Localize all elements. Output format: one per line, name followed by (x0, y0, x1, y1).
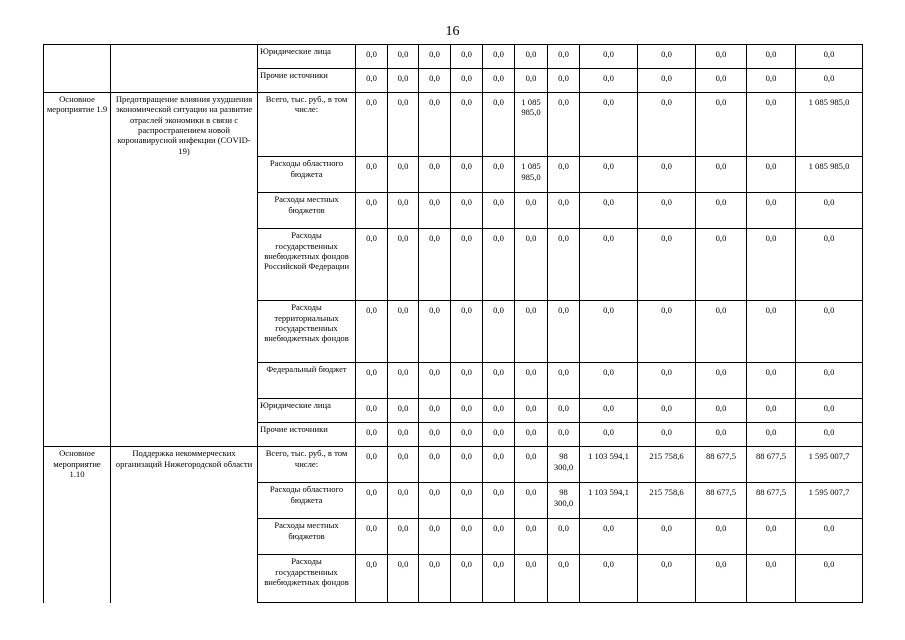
value-cell: 0,0 (580, 555, 638, 603)
value-cell: 215 758,6 (638, 447, 696, 483)
value-cell: 0,0 (451, 301, 483, 363)
value-cell: 0,0 (548, 555, 580, 603)
value-cell: 0,0 (796, 45, 863, 69)
value-cell: 0,0 (548, 45, 580, 69)
value-cell: 0,0 (483, 157, 515, 193)
value-cell: 0,0 (451, 519, 483, 555)
value-cell: 0,0 (483, 399, 515, 423)
value-cell: 0,0 (580, 363, 638, 399)
value-cell: 0,0 (483, 193, 515, 229)
funding-source-cell: Расходы местных бюджетов (258, 519, 356, 555)
value-cell: 0,0 (483, 301, 515, 363)
value-cell: 0,0 (638, 399, 696, 423)
value-cell: 1 103 594,1 (580, 483, 638, 519)
event-name-cell (111, 423, 258, 447)
value-cell: 0,0 (419, 399, 451, 423)
event-name-cell (111, 157, 258, 193)
value-cell: 0,0 (356, 423, 388, 447)
value-cell: 0,0 (515, 399, 548, 423)
value-cell: 0,0 (638, 193, 696, 229)
value-cell: 0,0 (388, 69, 419, 93)
value-cell: 0,0 (419, 363, 451, 399)
table-row (44, 45, 863, 69)
event-cell (44, 555, 111, 603)
value-cell: 0,0 (638, 423, 696, 447)
value-cell: 98 300,0 (548, 483, 580, 519)
value-cell: 0,0 (796, 363, 863, 399)
value-cell: 1 085 985,0 (515, 93, 548, 157)
value-cell: 0,0 (419, 519, 451, 555)
value-cell: 0,0 (451, 555, 483, 603)
value-cell: 0,0 (451, 363, 483, 399)
value-cell: 0,0 (356, 555, 388, 603)
table-row (44, 399, 863, 423)
value-cell: 0,0 (388, 93, 419, 157)
value-cell: 0,0 (548, 157, 580, 193)
value-cell: 0,0 (451, 93, 483, 157)
value-cell: 0,0 (580, 193, 638, 229)
value-cell: 0,0 (419, 483, 451, 519)
value-cell: 0,0 (451, 229, 483, 301)
value-cell: 88 677,5 (747, 483, 796, 519)
value-cell: 0,0 (696, 423, 747, 447)
funding-source-cell: Всего, тыс. руб., в том числе: (258, 93, 356, 157)
value-cell: 0,0 (548, 93, 580, 157)
value-cell: 1 085 985,0 (796, 93, 863, 157)
funding-source-cell: Расходы территориальных государственных внебюджетных фондов (258, 301, 356, 363)
value-cell: 0,0 (638, 301, 696, 363)
value-cell: 215 758,6 (638, 483, 696, 519)
table-row (44, 193, 863, 229)
value-cell: 0,0 (747, 363, 796, 399)
value-cell: 0,0 (747, 555, 796, 603)
value-cell: 0,0 (419, 157, 451, 193)
funding-source-cell: Расходы областного бюджета (258, 483, 356, 519)
value-cell: 0,0 (796, 555, 863, 603)
value-cell: 0,0 (580, 45, 638, 69)
table-row (44, 447, 863, 483)
event-cell (44, 363, 111, 399)
value-cell: 0,0 (419, 301, 451, 363)
value-cell: 0,0 (483, 447, 515, 483)
value-cell: 0,0 (580, 301, 638, 363)
value-cell: 0,0 (548, 399, 580, 423)
value-cell: 0,0 (419, 229, 451, 301)
value-cell: 0,0 (696, 519, 747, 555)
value-cell: 0,0 (580, 229, 638, 301)
table-row (44, 229, 863, 301)
funding-source-cell: Расходы местных бюджетов (258, 193, 356, 229)
value-cell: 0,0 (796, 399, 863, 423)
page-number: 16 (445, 24, 460, 39)
value-cell: 0,0 (747, 301, 796, 363)
table-row (44, 519, 863, 555)
table-row (44, 157, 863, 193)
value-cell: 1 595 007,7 (796, 483, 863, 519)
value-cell: 0,0 (796, 229, 863, 301)
value-cell: 0,0 (356, 483, 388, 519)
value-cell: 0,0 (388, 483, 419, 519)
value-cell: 1 085 985,0 (515, 157, 548, 193)
value-cell: 0,0 (483, 69, 515, 93)
value-cell: 0,0 (638, 555, 696, 603)
event-name-cell: Предотвращение влияния ухудшения экономической ситуации на развитие отраслей экономики в связи с распространением новой коронавирусной инфекции (COVID-19) (111, 93, 258, 157)
value-cell: 0,0 (696, 45, 747, 69)
value-cell: 0,0 (548, 519, 580, 555)
value-cell: 0,0 (796, 423, 863, 447)
value-cell: 0,0 (580, 423, 638, 447)
event-cell (44, 483, 111, 519)
funding-source-cell: Расходы областного бюджета (258, 157, 356, 193)
value-cell: 0,0 (638, 519, 696, 555)
value-cell: 0,0 (580, 93, 638, 157)
value-cell: 0,0 (483, 93, 515, 157)
value-cell: 0,0 (483, 423, 515, 447)
value-cell: 0,0 (356, 193, 388, 229)
value-cell: 0,0 (388, 555, 419, 603)
value-cell: 0,0 (796, 301, 863, 363)
event-name-cell (111, 483, 258, 519)
event-cell (44, 399, 111, 423)
value-cell: 0,0 (548, 423, 580, 447)
value-cell: 0,0 (696, 193, 747, 229)
event-name-cell (111, 399, 258, 423)
funding-source-cell: Расходы государственных внебюджетных фондов Российской Федерации (258, 229, 356, 301)
value-cell: 0,0 (638, 229, 696, 301)
value-cell: 0,0 (515, 447, 548, 483)
value-cell: 1 103 594,1 (580, 447, 638, 483)
event-name-cell (111, 519, 258, 555)
funding-source-cell: Федеральный бюджет (258, 363, 356, 399)
value-cell: 0,0 (451, 447, 483, 483)
value-cell: 0,0 (580, 69, 638, 93)
value-cell: 0,0 (388, 399, 419, 423)
value-cell: 0,0 (747, 193, 796, 229)
value-cell: 1 085 985,0 (796, 157, 863, 193)
value-cell: 0,0 (548, 301, 580, 363)
value-cell: 0,0 (696, 157, 747, 193)
funding-table (43, 44, 863, 603)
value-cell: 0,0 (451, 45, 483, 69)
value-cell: 0,0 (451, 193, 483, 229)
value-cell: 0,0 (696, 301, 747, 363)
funding-source-cell: Юридические лица (258, 45, 356, 69)
value-cell: 0,0 (696, 363, 747, 399)
event-name-cell (111, 301, 258, 363)
event-name-cell (111, 363, 258, 399)
value-cell: 0,0 (483, 45, 515, 69)
value-cell: 0,0 (548, 229, 580, 301)
event-cell (44, 157, 111, 193)
value-cell: 0,0 (451, 157, 483, 193)
value-cell: 0,0 (747, 45, 796, 69)
value-cell: 0,0 (696, 229, 747, 301)
value-cell: 0,0 (388, 193, 419, 229)
event-cell (44, 45, 111, 69)
value-cell: 0,0 (419, 93, 451, 157)
value-cell: 0,0 (515, 423, 548, 447)
value-cell: 0,0 (796, 193, 863, 229)
value-cell: 0,0 (580, 519, 638, 555)
value-cell: 0,0 (483, 363, 515, 399)
value-cell: 0,0 (483, 483, 515, 519)
value-cell: 0,0 (419, 69, 451, 93)
value-cell: 0,0 (388, 301, 419, 363)
value-cell: 0,0 (515, 519, 548, 555)
value-cell: 0,0 (388, 519, 419, 555)
value-cell: 0,0 (638, 93, 696, 157)
value-cell: 0,0 (638, 363, 696, 399)
table-row (44, 69, 863, 93)
value-cell: 0,0 (515, 69, 548, 93)
table-row (44, 555, 863, 603)
value-cell: 0,0 (483, 555, 515, 603)
event-cell (44, 301, 111, 363)
value-cell: 0,0 (356, 45, 388, 69)
value-cell: 0,0 (747, 229, 796, 301)
value-cell: 0,0 (638, 157, 696, 193)
value-cell: 0,0 (696, 93, 747, 157)
event-cell (44, 519, 111, 555)
value-cell: 0,0 (515, 555, 548, 603)
value-cell: 0,0 (747, 93, 796, 157)
value-cell: 0,0 (356, 301, 388, 363)
value-cell: 0,0 (419, 45, 451, 69)
table-row (44, 483, 863, 519)
value-cell: 0,0 (580, 399, 638, 423)
event-cell (44, 69, 111, 93)
event-name-cell: Поддержка некоммерческих организаций Нижегородской области (111, 447, 258, 483)
value-cell: 0,0 (548, 193, 580, 229)
value-cell: 0,0 (483, 229, 515, 301)
value-cell: 0,0 (747, 399, 796, 423)
table-row (44, 423, 863, 447)
value-cell: 0,0 (580, 157, 638, 193)
value-cell: 0,0 (356, 157, 388, 193)
value-cell: 0,0 (548, 69, 580, 93)
event-name-cell (111, 45, 258, 69)
value-cell: 0,0 (747, 519, 796, 555)
value-cell: 88 677,5 (747, 447, 796, 483)
event-name-cell (111, 193, 258, 229)
value-cell: 0,0 (388, 447, 419, 483)
funding-source-cell: Прочие источники (258, 69, 356, 93)
funding-source-cell: Расходы государственных внебюджетных фондов (258, 555, 356, 603)
event-cell (44, 229, 111, 301)
value-cell: 0,0 (419, 423, 451, 447)
value-cell: 0,0 (696, 555, 747, 603)
value-cell: 0,0 (747, 157, 796, 193)
table-row (44, 301, 863, 363)
value-cell: 0,0 (747, 423, 796, 447)
funding-source-cell: Всего, тыс. руб., в том числе: (258, 447, 356, 483)
value-cell: 0,0 (419, 447, 451, 483)
value-cell: 0,0 (388, 423, 419, 447)
value-cell: 0,0 (388, 229, 419, 301)
value-cell: 0,0 (515, 301, 548, 363)
value-cell: 0,0 (451, 483, 483, 519)
value-cell: 0,0 (356, 447, 388, 483)
event-cell (44, 193, 111, 229)
value-cell: 0,0 (451, 69, 483, 93)
event-name-cell (111, 69, 258, 93)
table-row (44, 93, 863, 157)
value-cell: 0,0 (696, 399, 747, 423)
value-cell: 0,0 (515, 229, 548, 301)
event-cell: Основное мероприятие 1.10 (44, 447, 111, 483)
value-cell: 0,0 (548, 363, 580, 399)
event-name-cell (111, 229, 258, 301)
value-cell: 1 595 007,7 (796, 447, 863, 483)
value-cell: 0,0 (356, 399, 388, 423)
value-cell: 0,0 (356, 363, 388, 399)
value-cell: 0,0 (796, 519, 863, 555)
value-cell: 0,0 (356, 229, 388, 301)
value-cell: 0,0 (356, 93, 388, 157)
event-cell (44, 423, 111, 447)
value-cell: 0,0 (638, 45, 696, 69)
value-cell: 0,0 (419, 555, 451, 603)
value-cell: 0,0 (388, 45, 419, 69)
value-cell: 88 677,5 (696, 447, 747, 483)
value-cell: 0,0 (515, 483, 548, 519)
value-cell: 0,0 (515, 193, 548, 229)
value-cell: 0,0 (515, 363, 548, 399)
value-cell: 0,0 (515, 45, 548, 69)
value-cell: 0,0 (356, 519, 388, 555)
value-cell: 0,0 (638, 69, 696, 93)
value-cell: 88 677,5 (696, 483, 747, 519)
value-cell: 0,0 (796, 69, 863, 93)
value-cell: 0,0 (419, 193, 451, 229)
value-cell: 0,0 (451, 399, 483, 423)
event-cell: Основное мероприятие 1.9 (44, 93, 111, 157)
value-cell: 0,0 (388, 363, 419, 399)
value-cell: 0,0 (696, 69, 747, 93)
value-cell: 0,0 (483, 519, 515, 555)
funding-source-cell: Юридические лица (258, 399, 356, 423)
value-cell: 98 300,0 (548, 447, 580, 483)
event-name-cell (111, 555, 258, 603)
table-row (44, 363, 863, 399)
value-cell: 0,0 (747, 69, 796, 93)
value-cell: 0,0 (356, 69, 388, 93)
value-cell: 0,0 (451, 423, 483, 447)
value-cell: 0,0 (388, 157, 419, 193)
funding-source-cell: Прочие источники (258, 423, 356, 447)
